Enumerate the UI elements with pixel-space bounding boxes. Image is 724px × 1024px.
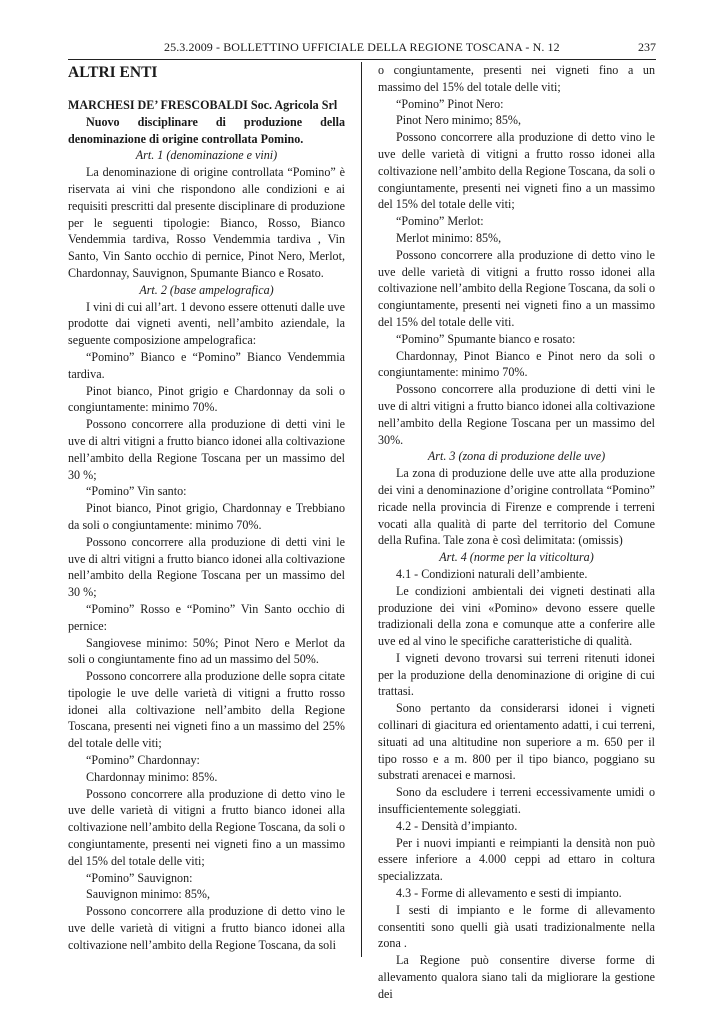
art4-heading: Art. 4 (norme per la viticoltura) xyxy=(439,550,594,565)
art2-heading: Art. 2 (base ampelografica) xyxy=(139,282,274,297)
art3-heading: Art. 3 (zona di produzione delle uve) xyxy=(427,449,606,464)
page-header xyxy=(68,40,656,58)
paragraph: “Pomino” Vin santo: xyxy=(86,484,187,499)
paragraph: “Pomino” Rosso e “Pomino” Vin Santo occhio di pernice: xyxy=(68,601,345,633)
column-divider xyxy=(361,62,362,957)
paragraph: Possono concorrere alla produzione di detti vini le uve di altri vitigni a frutto bianco idonei alla coltivazione nell’ambito della Regione Toscana per un massimo del 30 %; xyxy=(68,534,345,600)
paragraph: Possono concorrere alla produzione di detto vino le uve delle varietà di vitigni a frutto bianco idonei alla coltivazione nell’ambito della Regione Toscana, da soli xyxy=(68,904,345,952)
paragraph: “Pomino” Chardonnay: xyxy=(86,753,200,768)
paragraph: I vigneti devono trovarsi sui terreni ritenuti idonei per la produzione della denominazione di origine di cui trattasi. xyxy=(378,650,655,699)
paragraph: Possono concorrere alla produzione di detto vino le uve delle varietà di vitigni a frutto bianco idonei alla coltivazione nell’ambito della Regione Toscana, da soli o congiuntamente, presenti nei vigneti fino a un massimo del 15% del totale delle viti; xyxy=(68,786,346,868)
organization-name: MARCHESI DE’ FRESCOBALDI Soc. Agricola Srl xyxy=(68,98,338,112)
paragraph: Pinot bianco, Pinot grigio, Chardonnay e Trebbiano da soli o congiuntamente: minimo 70%. xyxy=(68,501,345,532)
paragraph: Pinot bianco, Pinot grigio e Chardonnay da soli o congiuntamente: minimo 70%. xyxy=(68,383,345,415)
paragraph: Sangiovese minimo: 50%; Pinot Nero e Merlot da soli o congiuntamente fino ad un massimo del 50%. xyxy=(68,635,345,667)
paragraph: “Pomino” Sauvignon: xyxy=(86,870,193,885)
paragraph: Chardonnay minimo: 85%. xyxy=(86,769,218,784)
art3-paragraph: La zona di produzione delle uve atte alla produzione dei vini a denominazione d’origine controllata “Pomino” ricade nella provincia di Firenze e comprende i terreni vocati alla qualità di parte del territorio del Comune della Rufina. Tale zona è così delimitata: (omissis) xyxy=(378,466,655,548)
right-column xyxy=(378,62,655,1003)
document-title: Nuovo disciplinare di produzione della denominazione di origine controllata Pomino. xyxy=(68,114,345,146)
paragraph: “Pomino” Spumante bianco e rosato: xyxy=(396,331,576,346)
paragraph: Possono concorrere alla produzione di detto vino le uve delle varietà di vitigni a frutto rosso idonei alla coltivazione nell’ambito della Regione Toscana, da soli o congiuntamente, presenti nei vigneti fino a un massimo del 15% del totale delle viti. xyxy=(378,247,656,329)
art1-heading: Art. 1 (denominazione e vini) xyxy=(135,148,278,163)
paragraph: Possono concorrere alla produzione delle sopra citate tipologie le uve delle varietà di vitigni a frutto rosso idonei alla coltivazione nell’ambito della Regione Toscana, presenti nei vigneti fino a un massimo del 25% del totale delle viti; xyxy=(68,669,345,751)
header-rule xyxy=(68,59,656,60)
running-title: 25.3.2009 - BOLLETTINO UFFICIALE DELLA REGIONE TOSCANA - N. 12 xyxy=(164,40,560,54)
paragraph: 4.2 - Densità d’impianto. xyxy=(396,818,518,833)
page-number: 237 xyxy=(638,40,656,54)
paragraph: Merlot minimo: 85%, xyxy=(396,230,502,245)
paragraph: I sesti di impianto e le forme di allevamento consentiti sono quelli già usati tradizionalmente nella zona . xyxy=(378,902,655,951)
paragraph: Per i nuovi impianti e reimpianti la densità non può essere inferiore a 4.000 ceppi ad ettaro in coltura specializzata. xyxy=(378,835,655,884)
left-column xyxy=(68,62,345,954)
paragraph: Possono concorrere alla produzione di detto vino le uve delle varietà di vitigni a frutto rosso idonei alla coltivazione nell’ambito della Regione Toscana, da soli o congiuntamente, presenti nei vigneti fino a un massimo del 15% del totale delle viti; xyxy=(378,130,656,212)
paragraph: “Pomino” Pinot Nero: xyxy=(396,96,504,111)
paragraph: Sono pertanto da considerarsi idonei i vigneti collinari di giacitura ed orientamento adatti, i cui terreni, situati ad una altitudine non superiore a m. 650 per il tipo rosso e a m. 800 per il tipo bianco, poggiano su substrati arenacei e marnosi. xyxy=(378,701,655,783)
paragraph: 4.1 - Condizioni naturali dell’ambiente. xyxy=(396,566,588,581)
paragraph: Le condizioni ambientali dei vigneti destinati alla produzione dei vini «Pomino» devono essere quelle tradizionali della zona e comunque atte a conferire alle uve ed al vino le specifiche caratteristiche di qualità. xyxy=(378,583,655,649)
paragraph: Sono da escludere i terreni eccessivamente umidi o insufficientemente soleggiati. xyxy=(378,785,655,817)
paragraph: Possono concorrere alla produzione di detti vini le uve di altri vitigni a frutto bianco idonei alla coltivazione nell’ambito della Regione Toscana per un massimo del 30%. xyxy=(378,382,655,447)
paragraph: Chardonnay, Pinot Bianco e Pinot nero da soli o congiuntamente: minimo 70%. xyxy=(378,348,655,380)
paragraph: I vini di cui all’art. 1 devono essere ottenuti dalle uve prodotte dai vigneti aventi, nell’ambito aziendale, la seguente composizione ampelografica: xyxy=(68,299,345,348)
section-title: ALTRI ENTI xyxy=(68,64,158,81)
continued-paragraph: o congiuntamente, presenti nei vigneti fino a un massimo del 15% del totale delle viti; xyxy=(378,63,655,94)
paragraph: Sauvignon minimo: 85%, xyxy=(86,887,210,902)
paragraph: Pinot Nero minimo; 85%, xyxy=(396,113,521,128)
paragraph: Possono concorrere alla produzione di detti vini le uve di altri vitigni a frutto bianco idonei alla coltivazione nell’ambito della Regione Toscana per un massimo del 30 %; xyxy=(68,417,345,482)
paragraph: 4.3 - Forme di allevamento e sesti di impianto. xyxy=(396,886,622,901)
art1-paragraph: La denominazione di origine controllata “Pomino” è riservata ai vini che rispondono alle condizioni e ai requisiti prescritti dal presente disciplinare di produzione per le seguenti tipologie: Bianco, Rosso, Bianco Vendemmia tardiva, Rosso Vendemmia tardiva , Vin Santo, Vin Santo occhio di pernice, Pinot Nero, Merlot, Chardonnay, Sauvignon, Spumante Bianco e Rosato. xyxy=(68,165,345,280)
paragraph: La Regione può consentire diverse forme di allevamento qualora siano tali da migliorare la gestione dei xyxy=(378,953,655,1001)
paragraph: “Pomino” Merlot: xyxy=(396,214,484,229)
paragraph: “Pomino” Bianco e “Pomino” Bianco Vendemmia tardiva. xyxy=(68,349,345,381)
